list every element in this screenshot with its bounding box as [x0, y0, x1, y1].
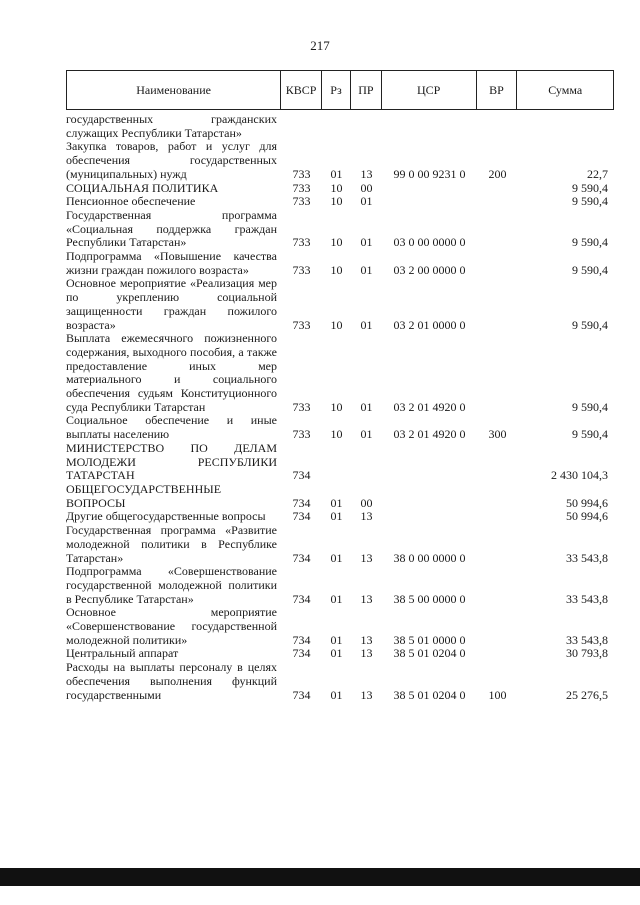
scan-edge-bar	[0, 868, 640, 886]
row-pr: 13	[360, 166, 373, 181]
table-row	[66, 483, 614, 510]
row-vr	[477, 524, 518, 565]
row-name: Основное мероприятие «Совершенствование государственной молодежной политики»	[66, 605, 277, 647]
row-vr	[477, 483, 518, 510]
row-kvsr: 733	[292, 399, 311, 414]
row-pr: 00	[360, 180, 373, 195]
row-csr	[382, 113, 477, 140]
row-vr	[477, 647, 518, 661]
table-row	[66, 414, 614, 441]
row-csr	[382, 182, 477, 196]
row-rz: 10	[330, 194, 343, 209]
row-name: Пенсионное обеспечение	[66, 194, 196, 209]
row-csr: 38 5 01 0204 0	[393, 687, 466, 702]
header-kvsr: КВСР	[281, 71, 322, 109]
row-name: Государственная программа «Социальная поддержка граждан Республики Татарстан»	[66, 207, 277, 250]
row-csr: 38 5 01 0204 0	[393, 646, 466, 661]
row-sum: 50 994,6	[566, 495, 608, 510]
row-pr: 01	[360, 317, 373, 332]
row-vr	[477, 113, 518, 140]
table-body	[66, 113, 614, 702]
row-vr	[477, 250, 518, 277]
row-rz: 10	[330, 262, 343, 277]
header-sum: Сумма	[548, 82, 583, 97]
row-name: Подпрограмма «Совершенствование государственной молодежной политики в Республике Татарстан»	[66, 564, 277, 606]
row-kvsr: 734	[292, 646, 311, 661]
row-csr: 38 0 00 0000 0	[393, 550, 466, 565]
row-kvsr: 733	[292, 317, 311, 332]
row-rz: 10	[330, 317, 343, 332]
row-sum: 33 543,8	[566, 550, 608, 565]
row-kvsr: 733	[292, 194, 311, 209]
table-row	[66, 250, 614, 277]
row-csr	[382, 483, 477, 510]
row-rz	[322, 113, 351, 140]
row-name: СОЦИАЛЬНАЯ ПОЛИТИКА	[66, 180, 219, 195]
row-kvsr: 734	[292, 509, 311, 524]
row-pr: 13	[360, 509, 373, 524]
row-kvsr: 734	[292, 495, 311, 510]
row-vr	[477, 565, 518, 606]
row-rz: 01	[330, 550, 343, 565]
row-rz: 01	[330, 632, 343, 647]
row-pr: 13	[360, 687, 373, 702]
row-kvsr: 733	[292, 166, 311, 181]
row-vr	[477, 195, 518, 209]
table-row	[66, 442, 614, 483]
row-csr: 03 2 01 4920 0	[393, 427, 466, 442]
table-row	[66, 332, 614, 414]
row-kvsr	[281, 113, 322, 140]
row-kvsr: 734	[292, 632, 311, 647]
table-row	[66, 113, 614, 140]
row-name: Социальное обеспечение и иные выплаты населению	[66, 413, 277, 442]
row-vr: 300	[488, 427, 507, 442]
row-kvsr: 734	[292, 591, 311, 606]
row-sum: 2 430 104,3	[551, 468, 608, 483]
row-sum: 9 590,4	[572, 194, 608, 209]
row-name: Другие общегосударственные вопросы	[66, 509, 266, 524]
row-rz: 01	[330, 591, 343, 606]
page-number: 217	[310, 38, 330, 53]
header-vr: ВР	[477, 71, 518, 109]
row-rz: 01	[330, 495, 343, 510]
table-row	[66, 647, 614, 661]
header-rz: Рз	[322, 71, 351, 109]
row-csr	[382, 195, 477, 209]
row-rz: 01	[330, 646, 343, 661]
row-rz: 01	[330, 687, 343, 702]
row-name: ОБЩЕГОСУДАРСТВЕННЫЕ ВОПРОСЫ	[66, 481, 222, 510]
row-vr	[477, 209, 518, 250]
row-pr: 00	[360, 495, 373, 510]
row-vr	[477, 510, 518, 524]
row-kvsr: 733	[292, 235, 311, 250]
row-vr	[477, 182, 518, 196]
row-sum: 9 590,4	[572, 317, 608, 332]
row-pr: 01	[360, 399, 373, 414]
row-csr: 38 5 01 0000 0	[393, 632, 466, 647]
row-vr: 100	[488, 687, 507, 702]
row-csr: 38 5 00 0000 0	[393, 591, 466, 606]
header-csr: ЦСР	[382, 71, 477, 109]
row-sum: 9 590,4	[572, 180, 608, 195]
row-rz	[322, 442, 351, 483]
row-pr	[351, 442, 382, 483]
row-name: Основное мероприятие «Реализация мер по укреплению социальной защищенности граждан пожилого возраста»	[66, 276, 277, 332]
row-name: Расходы на выплаты персоналу в целях обеспечения выполнения функций государственными	[66, 660, 277, 702]
row-pr: 13	[360, 591, 373, 606]
row-name: Подпрограмма «Повышение качества жизни граждан пожилого возраста»	[66, 249, 277, 277]
row-sum: 30 793,8	[566, 646, 608, 661]
row-kvsr: 733	[292, 262, 311, 277]
row-vr	[477, 332, 518, 414]
row-pr: 01	[360, 194, 373, 209]
row-sum: 9 590,4	[572, 262, 608, 277]
row-kvsr: 734	[292, 468, 311, 483]
row-sum: 22,7	[587, 166, 608, 181]
table-row	[66, 565, 614, 606]
row-pr: 13	[360, 550, 373, 565]
row-sum	[518, 113, 614, 140]
table-row	[66, 524, 614, 565]
row-csr: 03 2 00 0000 0	[393, 262, 466, 277]
row-rz: 10	[330, 180, 343, 195]
row-name: МИНИСТЕРСТВО ПО ДЕЛАМ МОЛОДЕЖИ РЕСПУБЛИКИ ТАТАРСТАН	[66, 440, 277, 483]
row-pr: 13	[360, 632, 373, 647]
table-row	[66, 510, 614, 524]
row-name: Закупка товаров, работ и услуг для обеспечения государственных (муниципальных) нужд	[66, 139, 277, 181]
row-csr: 99 0 00 9231 0	[393, 166, 466, 181]
row-vr: 200	[488, 166, 507, 181]
row-kvsr: 734	[292, 550, 311, 565]
table-row	[66, 661, 614, 702]
table-row	[66, 195, 614, 209]
row-pr: 01	[360, 235, 373, 250]
table-row	[66, 209, 614, 250]
row-csr: 03 2 01 4920 0	[393, 399, 466, 414]
row-csr	[382, 510, 477, 524]
row-kvsr: 734	[292, 687, 311, 702]
table-row	[66, 277, 614, 332]
row-vr	[477, 442, 518, 483]
row-rz: 01	[330, 166, 343, 181]
row-csr: 03 0 00 0000 0	[393, 235, 466, 250]
row-vr	[477, 277, 518, 332]
row-sum: 9 590,4	[572, 235, 608, 250]
row-name: государственных гражданских служащих Республики Татарстан»	[66, 112, 277, 140]
row-pr: 13	[360, 646, 373, 661]
row-rz: 01	[330, 509, 343, 524]
header-name: Наименование	[67, 71, 281, 109]
row-rz: 10	[330, 399, 343, 414]
row-name: Государственная программа «Развитие молодежной политики в Республике Татарстан»	[66, 523, 277, 565]
row-rz: 10	[330, 235, 343, 250]
row-pr	[351, 113, 382, 140]
row-rz: 10	[330, 427, 343, 442]
table-header	[66, 70, 614, 110]
row-sum: 33 543,8	[566, 591, 608, 606]
row-name: Центральный аппарат	[66, 646, 179, 661]
row-kvsr: 733	[292, 427, 311, 442]
header-pr: ПР	[351, 71, 382, 109]
row-pr: 01	[360, 427, 373, 442]
row-kvsr: 733	[292, 180, 311, 195]
row-sum: 9 590,4	[572, 399, 608, 414]
row-csr	[382, 442, 477, 483]
row-sum: 25 276,5	[566, 687, 608, 702]
row-sum: 9 590,4	[572, 427, 608, 442]
row-pr: 01	[360, 262, 373, 277]
row-csr: 03 2 01 0000 0	[393, 317, 466, 332]
row-sum: 50 994,6	[566, 509, 608, 524]
row-sum: 33 543,8	[566, 632, 608, 647]
row-vr	[477, 606, 518, 647]
table-row	[66, 182, 614, 196]
table-row	[66, 606, 614, 647]
row-name: Выплата ежемесячного пожизненного содержания, выходного пособия, а также предоставление иных мер материального и социального обеспечения судьям Конституционного суда Республики Татарстан	[66, 331, 277, 414]
table-row	[66, 140, 614, 181]
